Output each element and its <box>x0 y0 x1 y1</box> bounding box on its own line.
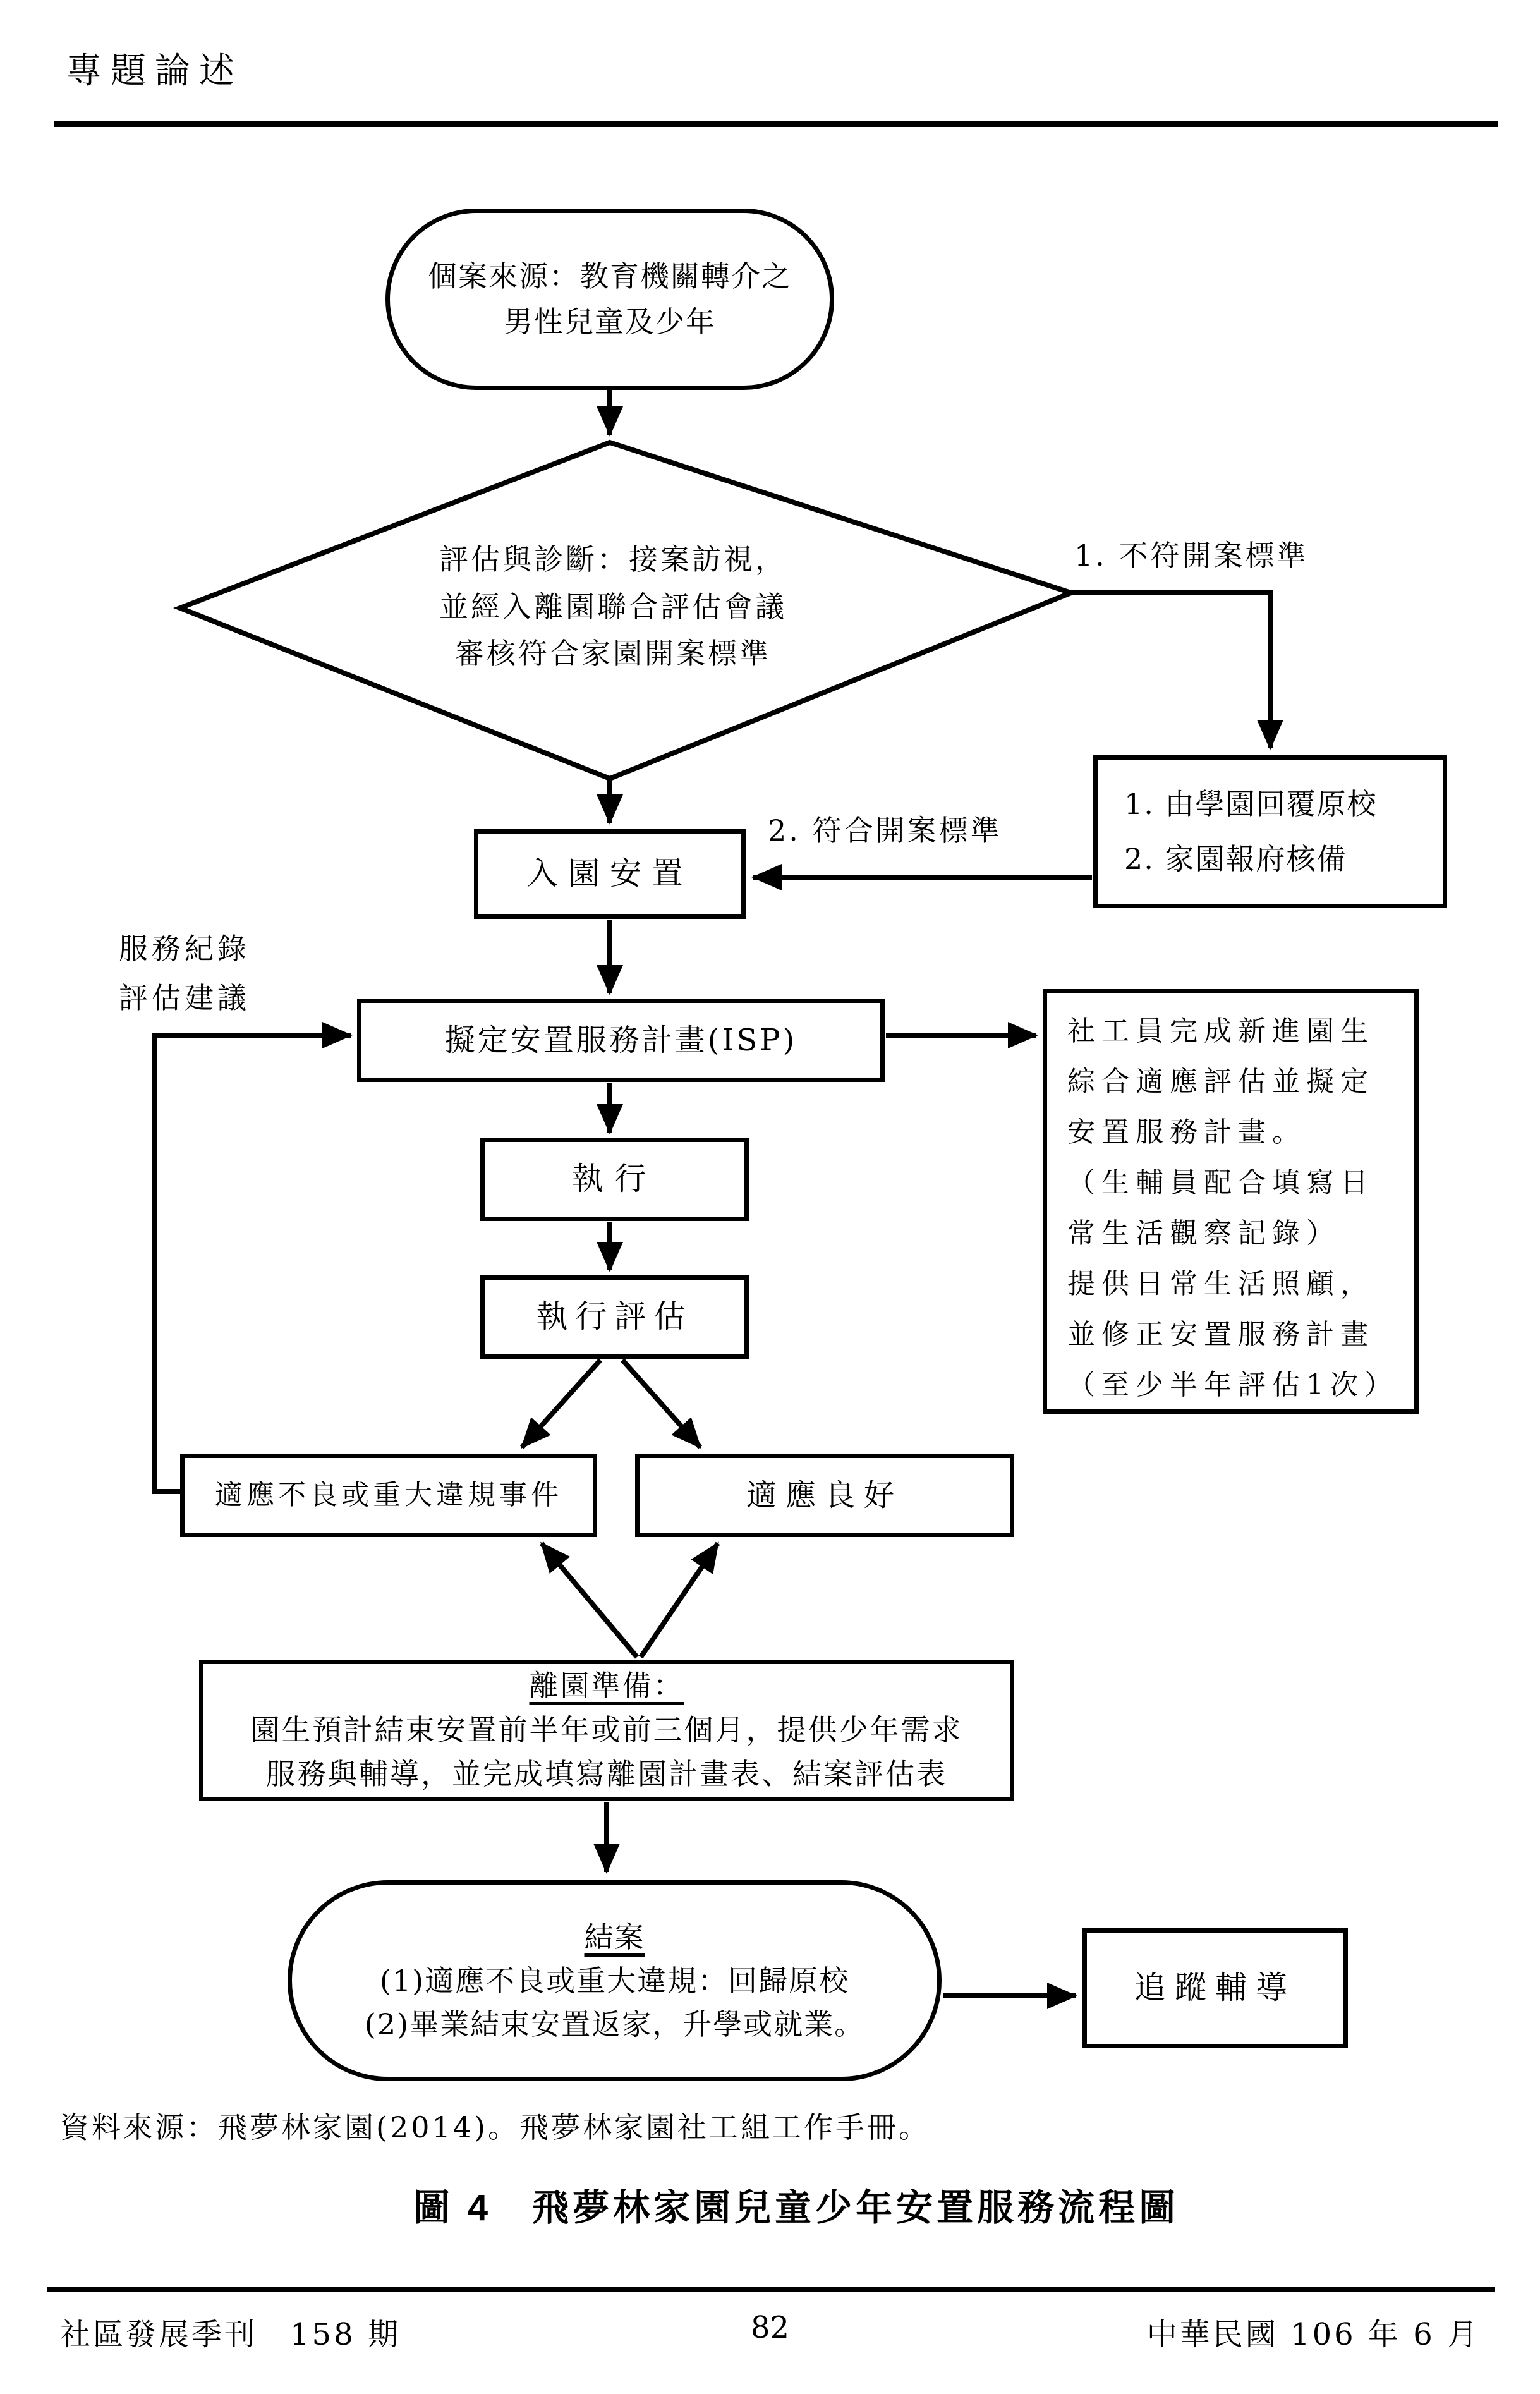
departure-box <box>199 1660 1014 1801</box>
reply-box-line2: 2. 家園報府核備 <box>1124 842 1347 876</box>
closing-line2: (2)畢業結束安置返家，升學或就業。 <box>364 2007 865 2041</box>
feedback-label <box>119 924 250 1023</box>
footer-journal: 社區發展季刊 158 期 <box>60 2317 401 2352</box>
arrow-eval-to-maladjusted <box>522 1360 600 1447</box>
worker-note-line: 並修正安置服務計畫 <box>1067 1318 1374 1351</box>
footer-rule <box>47 2287 1495 2292</box>
reply-box <box>1093 755 1447 908</box>
execute-box-label: 執行 <box>571 1160 658 1198</box>
closing-line1: (1)適應不良或重大違規：回歸原校 <box>379 1963 850 1998</box>
followup-box <box>1082 1928 1348 2048</box>
admission-box <box>474 829 746 919</box>
admission-box-label: 入園安置 <box>526 855 693 892</box>
worker-note-line: 提供日常生活照顧， <box>1067 1268 1374 1300</box>
worker-note-line: （生輔員配合填寫日 <box>1067 1167 1374 1199</box>
page-header: 專題論述 <box>66 51 243 92</box>
arrow-departure-to-well-adjusted <box>641 1543 718 1657</box>
source-note: 資料來源：飛夢林家園(2014)。飛夢林家園社工組工作手冊。 <box>60 2110 930 2144</box>
maladjusted-box <box>180 1454 597 1537</box>
departure-box-line1: 園生預計結束安置前半年或前三個月，提供少年需求 <box>250 1713 963 1747</box>
execute-eval-box <box>480 1275 749 1359</box>
figure-caption: 圖 4 飛夢林家園兒童少年安置服務流程圖 <box>413 2187 1180 2228</box>
reply-box-line1: 1. 由學園回覆原校 <box>1124 786 1378 821</box>
maladjusted-box-label: 適應不良或重大違規事件 <box>215 1478 562 1511</box>
well-adjusted-box <box>635 1454 1014 1537</box>
decision-line2: 並經入離園聯合評估會議 <box>439 589 787 624</box>
footer-page-number: 82 <box>750 2310 790 2345</box>
arrow-decision-to-reply-box <box>1071 593 1270 748</box>
arrow-departure-to-maladjusted <box>542 1543 637 1657</box>
worker-note-line: 綜合適應評估並擬定 <box>1067 1066 1374 1098</box>
worker-note-line: 社工員完成新進園生 <box>1067 1015 1374 1047</box>
worker-note-box <box>1043 989 1419 1414</box>
execute-box <box>480 1138 749 1221</box>
arrow-feedback-to-isp <box>155 1035 351 1492</box>
worker-note-line: 常生活觀察記錄） <box>1067 1217 1340 1249</box>
feedback-label-line1: 服務紀錄 <box>119 932 250 966</box>
arrow-eval-to-well-adjusted <box>622 1360 700 1447</box>
isp-box-label: 擬定安置服務計畫(ISP) <box>444 1022 797 1058</box>
branch-label-not-qualified: 1. 不符開案標準 <box>1074 538 1309 573</box>
isp-box <box>357 999 885 1082</box>
execute-eval-box-label: 執行評估 <box>536 1298 693 1335</box>
departure-box-title: 離園準備： <box>529 1668 684 1703</box>
decision-diamond-text <box>354 536 872 677</box>
decision-line1: 評估與診斷：接案訪視， <box>439 542 787 576</box>
closing-terminal <box>288 1880 942 2081</box>
feedback-label-line2: 評估建議 <box>119 981 250 1016</box>
departure-box-line2: 服務與輔導，並完成填寫離園計畫表、結案評估表 <box>266 1756 947 1791</box>
worker-note-line: 安置服務計畫。 <box>1067 1116 1306 1148</box>
worker-note-line: （至少半年評估1次） <box>1067 1369 1398 1401</box>
start-terminal-line2: 男性兒童及少年 <box>504 304 716 339</box>
decision-line3: 審核符合家園開案標準 <box>455 636 771 671</box>
footer-date: 中華民國 106 年 6 月 <box>1146 2317 1480 2352</box>
well-adjusted-box-label: 適應良好 <box>746 1477 903 1513</box>
start-terminal-line1: 個案來源：教育機關轉介之 <box>428 259 792 294</box>
closing-title: 結案 <box>584 1919 645 1954</box>
followup-box-label: 追蹤輔導 <box>1134 1969 1296 2007</box>
branch-label-qualified: 2. 符合開案標準 <box>768 813 1002 848</box>
start-terminal <box>385 209 834 390</box>
